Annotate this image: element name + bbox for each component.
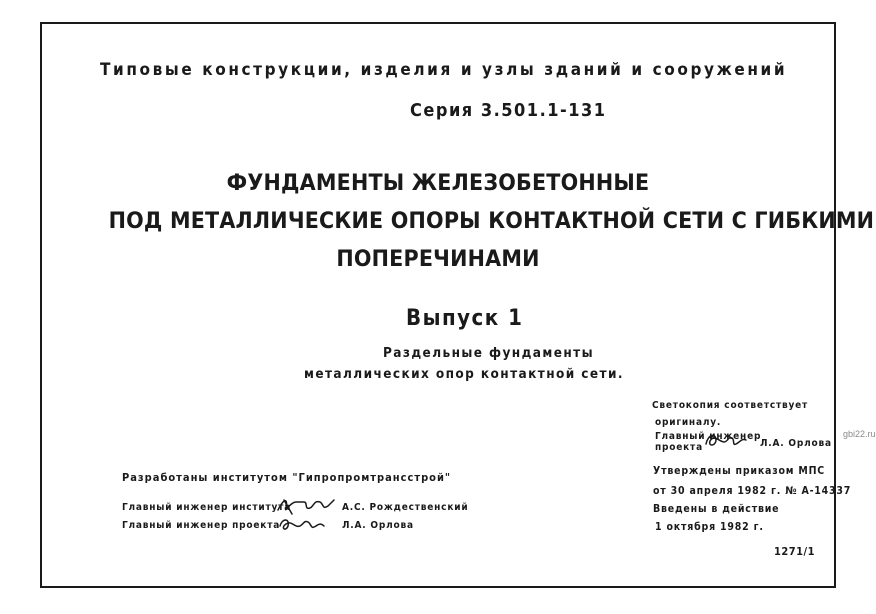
project-chief-engineer-name: Л.А. Орлова bbox=[342, 520, 414, 531]
main-title-line-1: ФУНДАМЕНТЫ ЖЕЛЕЗОБЕТОННЫЕ bbox=[226, 170, 650, 196]
institute-chief-engineer-name: А.С. Рождественский bbox=[342, 502, 469, 513]
certification-line-4: проекта bbox=[655, 442, 703, 453]
main-title-line-2: ПОД МЕТАЛЛИЧЕСКИЕ ОПОРЫ КОНТАКТНОЙ СЕТИ С ГИБКИМИ bbox=[108, 208, 875, 234]
watermark: gbi22.ru bbox=[843, 429, 876, 439]
subtitle-line-2: металлических опор контактной сети. bbox=[304, 366, 624, 382]
project-chief-engineer-label: Главный инженер проекта bbox=[122, 520, 281, 531]
certification-line-1: Светокопия соответствует bbox=[652, 400, 809, 411]
subtitle-line-1: Раздельные фундаменты bbox=[383, 345, 594, 361]
project-chief-engineer-signature bbox=[276, 514, 328, 536]
document-code: 1271/1 bbox=[774, 545, 816, 558]
approval-line-3: Введены в действие bbox=[653, 503, 780, 515]
certification-line-3: Главный инженер bbox=[655, 431, 762, 442]
certification-line-2: оригиналу. bbox=[655, 417, 722, 428]
approval-line-1: Утверждены приказом МПС bbox=[653, 465, 826, 477]
certification-signature bbox=[702, 430, 750, 452]
issue-number: Выпуск 1 bbox=[406, 306, 524, 331]
certification-name: Л.А. Орлова bbox=[760, 438, 832, 449]
approval-line-4: 1 октября 1982 г. bbox=[655, 521, 764, 533]
main-title-line-3: ПОПЕРЕЧИНАМИ bbox=[336, 246, 540, 272]
catalog-title: Типовые конструкции, изделия и узлы зданий и сооружений bbox=[100, 60, 788, 80]
approval-line-2: от 30 апреля 1982 г. № А-14337 bbox=[653, 485, 852, 497]
developer-heading: Разработаны институтом "Гипропромтрансстрой" bbox=[122, 471, 452, 484]
series-number: Серия 3.501.1-131 bbox=[410, 100, 607, 121]
institute-chief-engineer-label: Главный инженер института bbox=[122, 502, 292, 513]
